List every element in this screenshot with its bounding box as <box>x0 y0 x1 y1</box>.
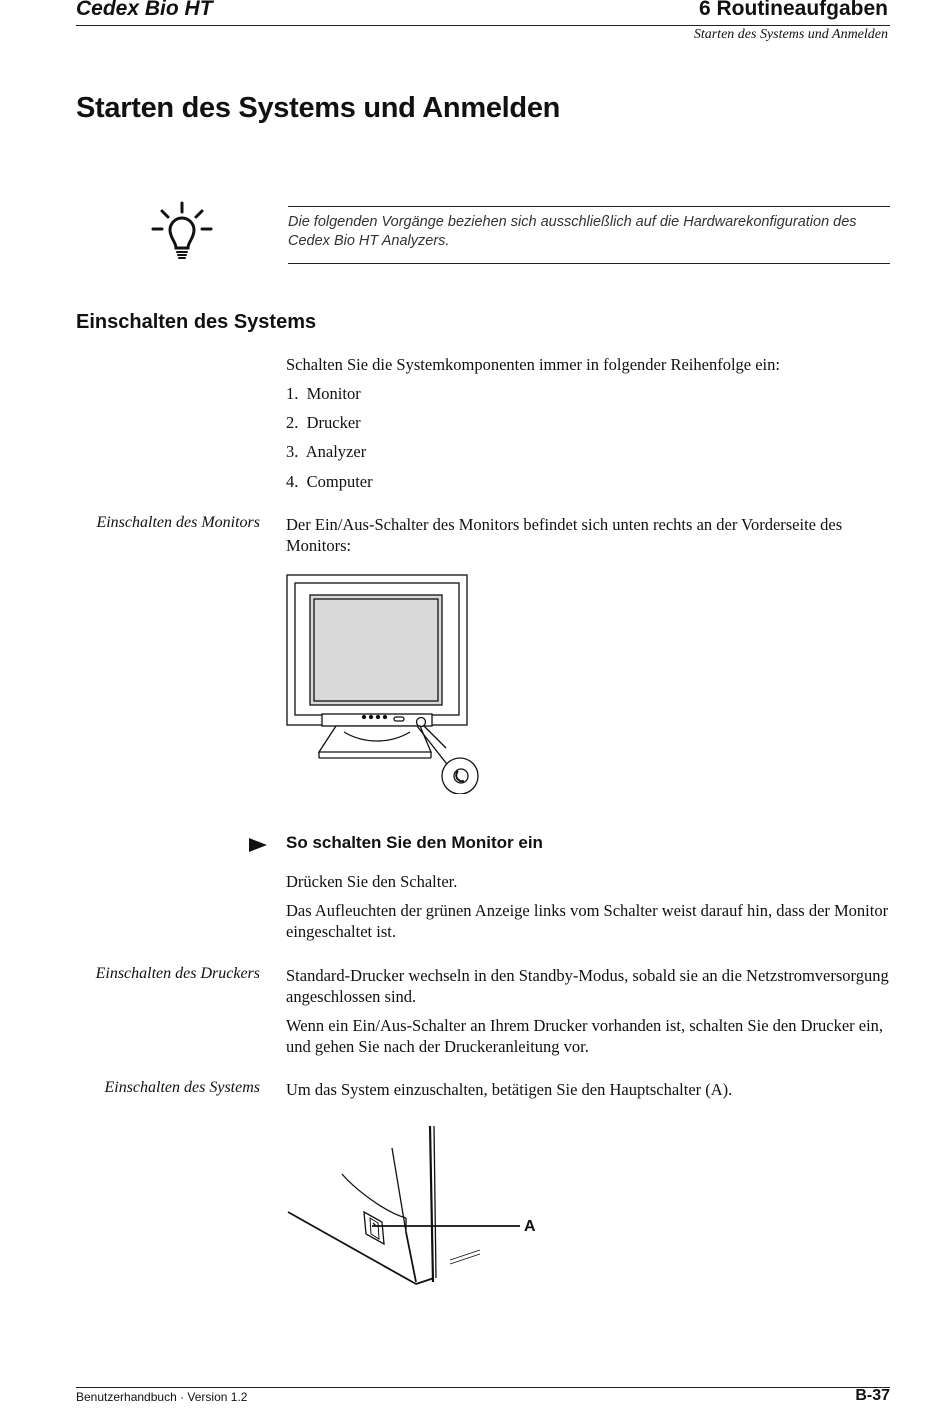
note-text: Die folgenden Vorgänge beziehen sich ausschließlich auf die Hardwarekonfiguration des Cedex Bio HT Analyzers. <box>288 214 857 249</box>
section-heading: Einschalten des Systems <box>76 311 317 333</box>
printer-text-2: Wenn ein Ein/Aus-Schalter an Ihrem Drucker vorhanden ist, schalten Sie den Drucker ein, und gehen Sie nach der Druckeranleitung vor. <box>286 1016 884 1056</box>
note-top-rule <box>288 206 890 207</box>
monitor-illustration <box>284 572 484 794</box>
page-title: Starten des Systems und Anmelden <box>76 92 561 124</box>
list-item: 2. Drucker <box>286 413 361 432</box>
footer-rule <box>76 1387 890 1388</box>
procedure-title: So schalten Sie den Monitor ein <box>286 833 543 852</box>
header-section: Starten des Systems und Anmelden <box>693 27 888 42</box>
side-label-printer: Einschalten des Druckers <box>95 965 260 982</box>
intro-text: Schalten Sie die Systemkomponenten immer in folgender Reihenfolge ein: <box>286 355 780 374</box>
header-rule <box>76 25 890 26</box>
main-switch-illustration <box>284 1122 544 1294</box>
header-chapter: 6 Routineaufgaben <box>698 0 888 20</box>
procedure-step: Drücken Sie den Schalter. <box>286 872 458 891</box>
lightbulb-icon <box>150 200 214 264</box>
list-item: 1. Monitor <box>286 384 361 403</box>
list-item: 3. Analyzer <box>286 442 367 461</box>
header-product: Cedex Bio HT <box>76 0 213 20</box>
procedure-info: Das Aufleuchten der grünen Anzeige links vom Schalter weist darauf hin, dass der Monitor eingeschaltet ist. <box>286 901 889 941</box>
page-number: B-37 <box>855 1387 890 1404</box>
monitor-text: Der Ein/Aus-Schalter des Monitors befindet sich unten rechts an der Vorderseite des Monitors: <box>286 515 843 555</box>
list-item: 4. Computer <box>286 472 373 491</box>
procedure-arrow-icon <box>249 838 267 852</box>
footer-doc-version: Benutzerhandbuch · Version 1.2 <box>76 1390 248 1404</box>
callout-label: A <box>524 1218 536 1235</box>
printer-text-1: Standard-Drucker wechseln in den Standby-Modus, sobald sie an die Netzstromversorgung angeschlossen sind. <box>286 966 889 1006</box>
note-bottom-rule <box>288 263 890 264</box>
side-label-monitor: Einschalten des Monitors <box>96 514 260 531</box>
system-text: Um das System einzuschalten, betätigen Sie den Hauptschalter (A). <box>286 1080 733 1099</box>
side-label-system: Einschalten des Systems <box>104 1079 260 1096</box>
